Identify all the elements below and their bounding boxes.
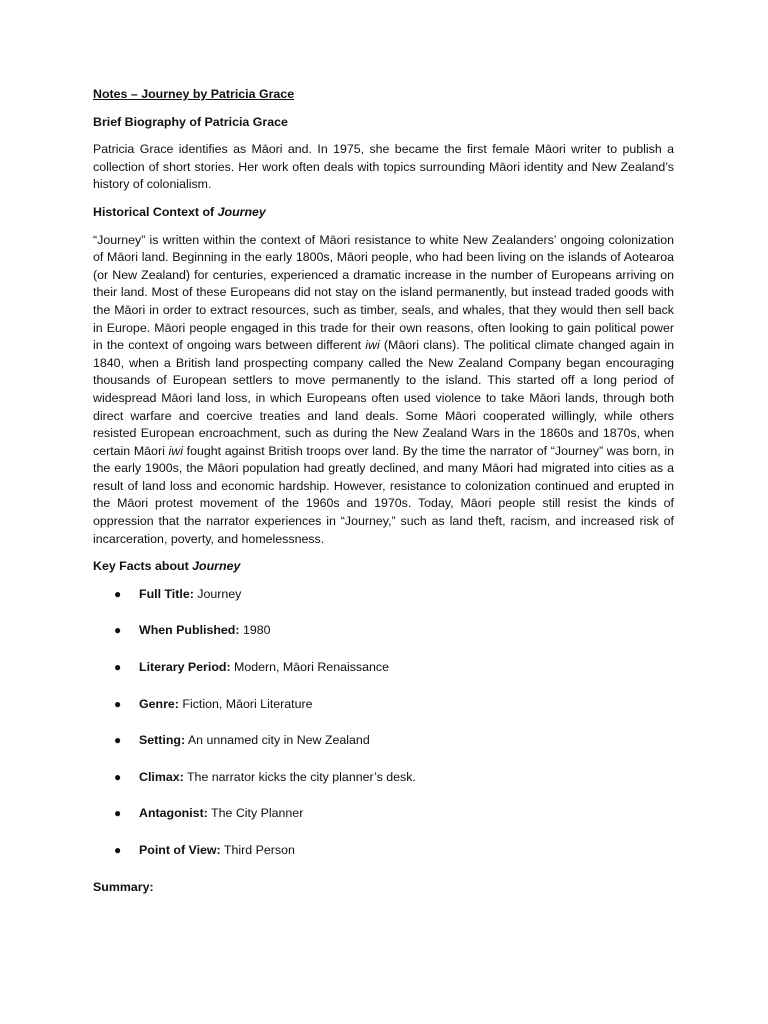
- bullet-icon: ●: [114, 623, 122, 638]
- key-facts-heading: [93, 558, 674, 576]
- historical-context-paragraph: [93, 232, 674, 549]
- fact-value: Modern, Māori Renaissance: [230, 660, 389, 675]
- historical-text-part-1: “Journey” is written within the context of Māori resistance to white New Zealanders’ ongoing colonization of Māori land. Beginning in the early 1800s, Māori people, who had been living on the islands of Aotearoa (or New Zealand) for centuries, experienced a dramatic increase in the number of Europeans arriving on their land. Most of these Europeans did not stay on the island permanently, but instead traded goods with the Māori in order to extract resources, such as timber, seals, and whales, that they would then sell back in Europe. Māori people engaged in this trade for their own reasons, often looking to gain political power in the context of ongoing wars between different: [93, 232, 674, 353]
- fact-label: Full Title:: [139, 586, 194, 601]
- fact-label: Setting:: [139, 733, 186, 748]
- historical-text-part-2: (Māori clans). The political climate changed again in 1840, when a British land prospecting company called the New Zealand Company began encouraging thousands of European settlers to move permanently to the island. This started off a long period of widespread Māori land loss, in which Europeans often used violence to take Māori lands, through both direct warfare and coercive treaties and land deals. Some Māori cooperated willingly, while others resisted European encroachment, such as during the New Zealand Wars in the 1860s and 1870s, when certain Māori: [93, 338, 674, 458]
- historical-context-heading-text: Historical Context of: [93, 204, 218, 219]
- historical-context-heading-italic: Journey: [217, 204, 266, 219]
- bullet-icon: ●: [114, 806, 122, 821]
- historical-italic-iwi-1: iwi: [365, 338, 380, 353]
- biography-heading: Brief Biography of Patricia Grace: [93, 114, 288, 129]
- key-facts-heading-italic: Journey: [192, 559, 241, 574]
- bullet-icon: ●: [114, 733, 122, 748]
- fact-full-title: [93, 586, 674, 623]
- fact-value: Third Person: [220, 843, 295, 857]
- fact-climax: [93, 769, 674, 806]
- bullet-icon: ●: [114, 660, 122, 675]
- fact-genre: [93, 696, 674, 733]
- bullet-icon: ●: [114, 769, 122, 784]
- fact-label: Literary Period:: [139, 660, 231, 675]
- fact-label: When Published:: [139, 623, 240, 638]
- summary-heading: Summary:: [93, 879, 154, 894]
- bullet-icon: ●: [114, 696, 122, 711]
- bullet-icon: ●: [114, 586, 122, 601]
- fact-label: Genre:: [139, 696, 179, 711]
- fact-point-of-view: [93, 842, 674, 879]
- fact-label: Climax:: [139, 769, 184, 784]
- fact-setting: [93, 732, 674, 769]
- historical-italic-iwi-2: iwi: [168, 443, 183, 458]
- fact-value: An unnamed city in New Zealand: [185, 733, 370, 748]
- biography-paragraph: Patricia Grace identifies as Māori and. In 1975, she became the first female Māori writer to publish a collection of short stories. Her work often deals with topics surrounding Māori identity and New Zealand’s history of colonialism.: [93, 142, 674, 192]
- fact-antagonist: [93, 805, 674, 842]
- fact-value: The narrator kicks the city planner’s desk.: [183, 769, 416, 784]
- document-page: [93, 86, 674, 906]
- key-facts-heading-text: Key Facts about: [93, 559, 193, 574]
- fact-label: Point of View:: [139, 843, 221, 857]
- fact-label: Antagonist:: [139, 806, 208, 821]
- fact-value: Fiction, Māori Literature: [178, 696, 313, 711]
- historical-context-heading: [93, 204, 674, 222]
- fact-value: Journey: [193, 586, 242, 601]
- bullet-icon: ●: [114, 843, 122, 857]
- fact-value: The City Planner: [207, 806, 304, 821]
- historical-text-part-3: fought against British troops over land. By the time the narrator of “Journey” was born, in the early 1900s, the Māori population had greatly declined, and many Māori had migrated into cities as a result of land loss and economic hardship. However, resistance to colonization continued and erupted in the Māori protest movement of the 1960s and 1970s. Today, Māori people still resist the kinds of oppression that the narrator experiences in “Journey,” such as land theft, racism, and increased risk of incarceration, poverty, and homelessness.: [93, 443, 675, 546]
- document-title: Notes – Journey by Patricia Grace: [93, 87, 295, 101]
- key-facts-list: [93, 586, 674, 879]
- fact-when-published: [93, 622, 674, 659]
- fact-value: 1980: [239, 623, 271, 638]
- fact-literary-period: [93, 659, 674, 696]
